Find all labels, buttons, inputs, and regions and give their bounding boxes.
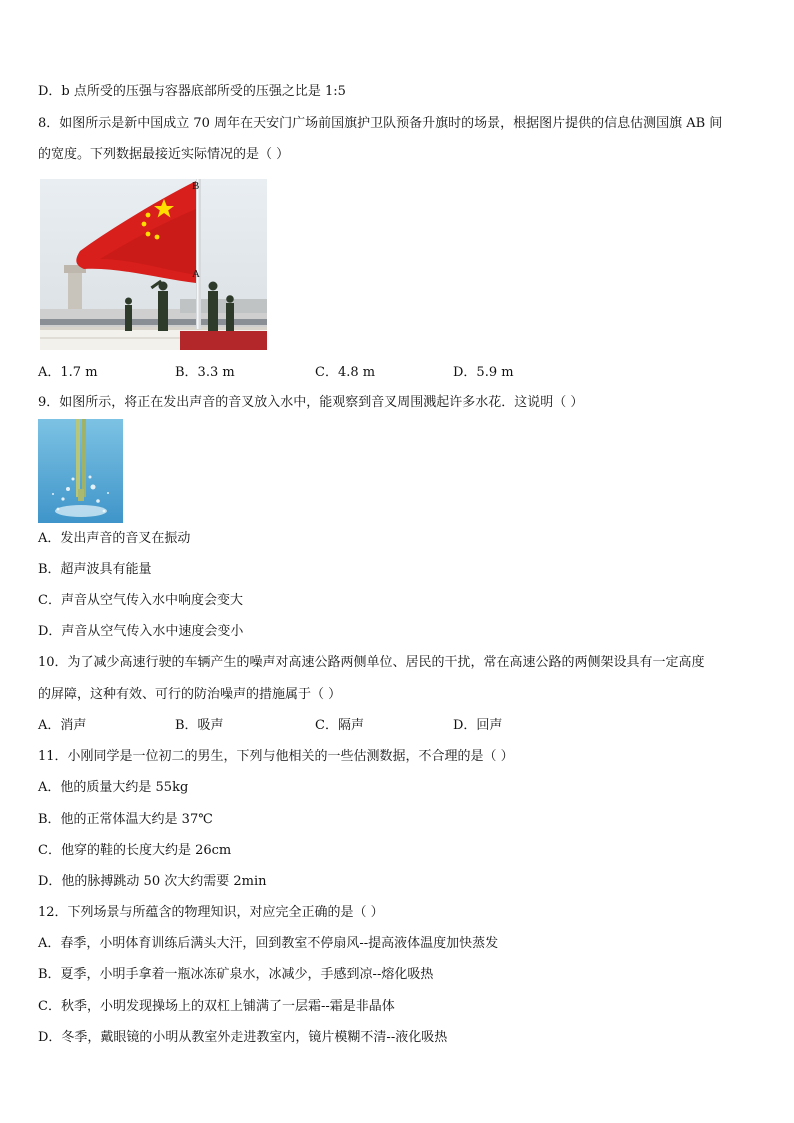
q9-option-c[interactable]: C．声音从空气传入水中响度会变大 bbox=[38, 593, 243, 608]
q10-option-d[interactable]: D．回声 bbox=[453, 718, 503, 733]
q10-option-b[interactable]: B．吸声 bbox=[175, 718, 224, 733]
q9-stem: 9．如图所示，将正在发出声音的音叉放入水中，能观察到音叉周围溅起许多水花．这说明（ ） bbox=[38, 395, 584, 410]
q9-option-d[interactable]: D．声音从空气传入水中速度会变小 bbox=[38, 624, 244, 639]
q8-option-b[interactable]: B．3.3 m bbox=[175, 365, 235, 380]
q10-option-a[interactable]: A．消声 bbox=[38, 718, 87, 733]
q11-option-c[interactable]: C．他穿的鞋的长度大约是 26cm bbox=[38, 843, 232, 858]
q11-stem: 11．小刚同学是一位初二的男生，下列与他相关的一些估测数据，不合理的是（ ） bbox=[38, 749, 514, 764]
q7-option-d: D．b 点所受的压强与容器底部所受的压强之比是 1:5 bbox=[38, 84, 346, 99]
q10-option-c[interactable]: C．隔声 bbox=[315, 718, 364, 733]
label-b: B bbox=[192, 180, 200, 192]
q10-stem-line2: 的屏障，这种有效、可行的防治噪声的措施属于（ ） bbox=[38, 687, 342, 702]
q9-option-a[interactable]: A．发出声音的音叉在振动 bbox=[38, 531, 191, 546]
q9-option-b[interactable]: B．超声波具有能量 bbox=[38, 562, 152, 577]
q8-option-d[interactable]: D．5.9 m bbox=[453, 365, 514, 380]
q11-option-b[interactable]: B．他的正常体温大约是 37℃ bbox=[38, 812, 213, 827]
q8-option-a[interactable]: A．1.7 m bbox=[38, 365, 98, 380]
q12-option-d[interactable]: D．冬季，戴眼镜的小明从教室外走进教室内，镜片模糊不清--液化吸热 bbox=[38, 1030, 448, 1045]
q11-option-d[interactable]: D．他的脉搏跳动 50 次大约需要 2min bbox=[38, 874, 267, 889]
q8-options bbox=[38, 364, 598, 382]
q12-option-c[interactable]: C．秋季，小明发现操场上的双杠上铺满了一层霜--霜是非晶体 bbox=[38, 999, 395, 1014]
q8-stem-line2: 的宽度。下列数据最接近实际情况的是（ ） bbox=[38, 147, 290, 162]
q8-stem-line1: 8．如图所示是新中国成立 70 周年在天安门广场前国旗护卫队预备升旗时的场景，根据图片提供的信息估测国旗 AB 间 bbox=[38, 116, 723, 131]
q12-option-b[interactable]: B．夏季，小明手拿着一瓶冰冻矿泉水，冰减少，手感到凉--熔化吸热 bbox=[38, 967, 434, 982]
label-a: A bbox=[192, 268, 200, 280]
flag-raising-photo bbox=[40, 179, 267, 350]
q11-option-a[interactable]: A．他的质量大约是 55kg bbox=[38, 780, 189, 795]
q12-option-a[interactable]: A．春季，小明体育训练后满头大汗，回到教室不停扇风--提高液体温度加快蒸发 bbox=[38, 936, 499, 951]
q8-option-c[interactable]: C．4.8 m bbox=[315, 365, 376, 380]
q10-options bbox=[38, 717, 598, 735]
q10-stem-line1: 10．为了减少高速行驶的车辆产生的噪声对高速公路两侧单位、居民的干扰，常在高速公路的两侧架设具有一定高度 bbox=[38, 655, 705, 670]
q12-stem: 12．下列场景与所蕴含的物理知识，对应完全正确的是（ ） bbox=[38, 905, 384, 920]
tuning-fork-water-photo bbox=[38, 419, 123, 523]
